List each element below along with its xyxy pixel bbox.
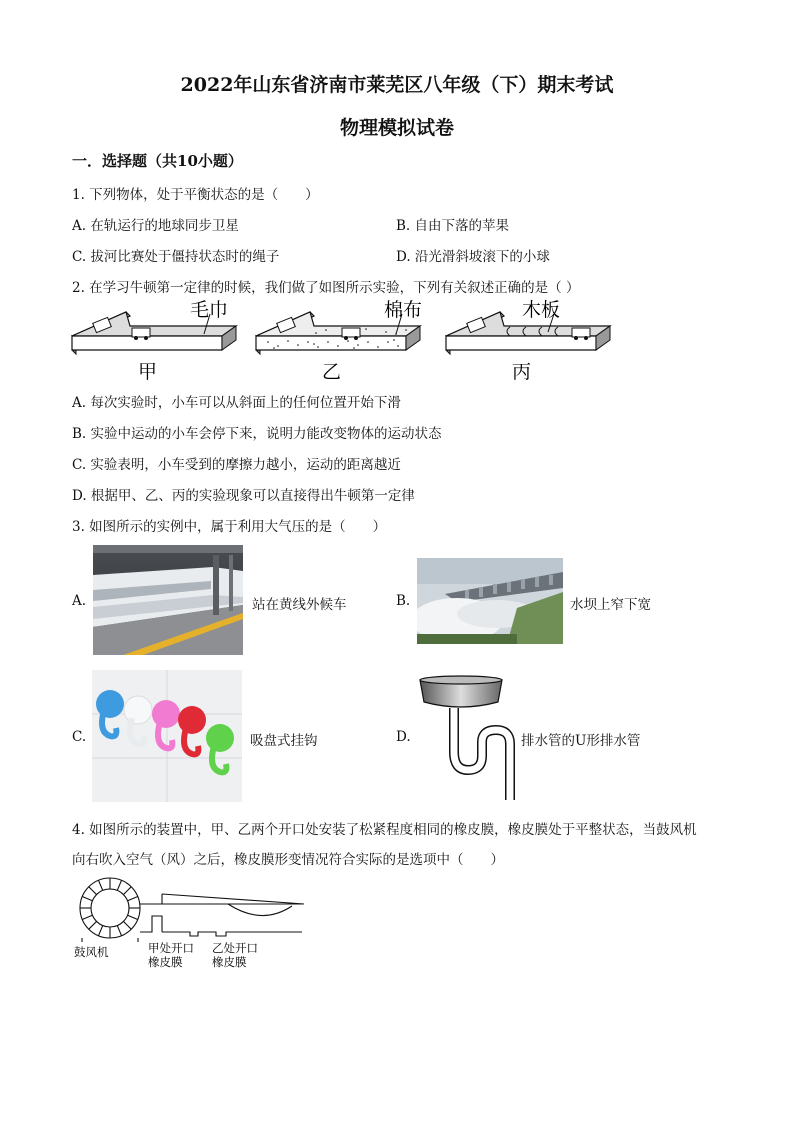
blower-tube-figure xyxy=(72,876,312,976)
q2-option-c: C. 实验表明，小车受到的摩擦力越小，运动的距离越近 xyxy=(72,457,401,473)
q1-option-c: C. 拔河比赛处于僵持状态时的绳子 xyxy=(72,249,280,265)
section-heading: 一．选择题（共10小题） xyxy=(72,152,243,170)
label-blower: 鼓风机 xyxy=(74,945,109,959)
q4-stem-line-1: 4. 如图所示的装置中，甲、乙两个开口处安装了松紧程度相同的橡皮膜，橡皮膜处于平整状态，当鼓风机 xyxy=(72,822,697,838)
q3-option-a-text: 站在黄线外候车 xyxy=(252,597,347,613)
q3-option-b-letter: B. xyxy=(396,593,411,609)
train-platform-photo xyxy=(93,545,243,655)
label-opening-jia: 甲处开口 xyxy=(148,941,194,955)
figure-label-bing: 丙 xyxy=(512,362,532,382)
label-membrane-jia: 橡皮膜 xyxy=(148,955,183,969)
title-line-2: 物理模拟试卷 xyxy=(339,117,454,139)
q2-option-b: B. 实验中运动的小车会停下来，说明力能改变物体的运动状态 xyxy=(72,426,442,442)
u-trap-drain-figure xyxy=(414,672,524,802)
q2-option-a: A. 每次实验时，小车可以从斜面上的任何位置开始下滑 xyxy=(72,395,401,411)
surface-label-cotton: 棉布 xyxy=(384,300,423,321)
q1-option-a: A. 在轨运行的地球同步卫星 xyxy=(72,218,239,234)
q2-stem: 2. 在学习牛顿第一定律的时候，我们做了如图所示实验，下列有关叙述正确的是（ ） xyxy=(72,280,580,296)
surface-label-wood: 木板 xyxy=(522,300,561,321)
figure-label-jia: 甲 xyxy=(138,362,158,382)
q3-option-d-text: 排水管的U形排水管 xyxy=(521,733,641,749)
q3-option-b-text: 水坝上窄下宽 xyxy=(570,597,651,613)
q3-option-c-text: 吸盘式挂钩 xyxy=(250,733,318,749)
q3-stem: 3. 如图所示的实例中，属于利用大气压的是（ ） xyxy=(72,519,387,535)
q3-option-c-letter: C. xyxy=(72,729,87,745)
q1-option-d: D. 沿光滑斜坡滚下的小球 xyxy=(396,249,550,265)
q3-option-a-letter: A. xyxy=(72,593,87,609)
q2-option-d: D. 根据甲、乙、丙的实验现象可以直接得出牛顿第一定律 xyxy=(72,488,415,504)
q3-option-d-letter: D. xyxy=(396,729,411,745)
q2-figure xyxy=(70,296,615,382)
q4-stem-line-2: 向右吹入空气（风）之后，橡皮膜形变情况符合实际的是选项中（ ） xyxy=(72,852,504,868)
label-membrane-yi: 橡皮膜 xyxy=(212,955,247,969)
suction-hooks-photo xyxy=(92,670,242,802)
figure-label-yi: 乙 xyxy=(322,362,342,382)
q1-stem: 1. 下列物体，处于平衡状态的是（ ） xyxy=(72,187,319,203)
q1-option-b: B. 自由下落的苹果 xyxy=(396,218,510,234)
title-line-1: 2022年山东省济南市莱芜区八年级（下）期末考试 xyxy=(180,74,614,96)
surface-label-towel: 毛巾 xyxy=(190,300,229,321)
dam-photo xyxy=(417,558,563,644)
label-opening-yi: 乙处开口 xyxy=(212,941,258,955)
